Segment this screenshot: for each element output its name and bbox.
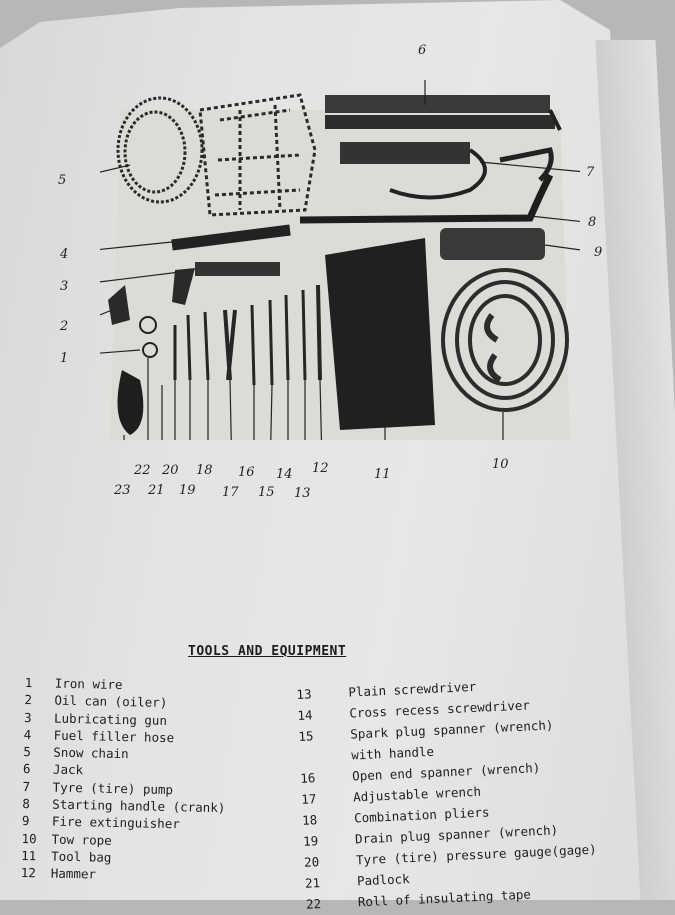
item-number: 12 (20, 865, 37, 881)
callout-20: 20 (162, 463, 179, 478)
callout-17: 17 (222, 485, 239, 500)
callout-23: 23 (114, 483, 131, 498)
item-number: 5 (23, 744, 32, 760)
callout-12: 12 (312, 461, 329, 476)
item-label: Fuel filler hose (53, 727, 175, 746)
item-number: 10 (21, 830, 37, 846)
item-label: Combination pliers (353, 804, 490, 826)
item-label: Lubricating gun (53, 710, 168, 728)
callout-6: 6 (418, 43, 427, 58)
callout-3: 3 (60, 279, 69, 294)
callout-18: 18 (196, 463, 213, 478)
item-label: Fire extinguisher (51, 813, 180, 832)
item-label: Adjustable wrench (352, 783, 482, 805)
item-number: 11 (21, 847, 37, 864)
callout-7: 7 (586, 165, 595, 180)
item-number: 16 (299, 770, 316, 786)
item-number: 14 (297, 707, 313, 723)
callout-9: 9 (594, 245, 603, 260)
fire-extinguisher (440, 228, 545, 260)
item-label: Jack (52, 762, 84, 778)
item-number: 7 (22, 778, 31, 794)
item-label: Roll of insulating tape (357, 886, 532, 910)
item-number: 21 (304, 875, 321, 891)
item-number: 15 (298, 728, 314, 744)
callout-1: 1 (60, 351, 69, 366)
tools-illustration (100, 80, 580, 440)
item-label: Open end spanner (wrench) (351, 760, 541, 784)
item-label: Cross recess screwdriver (349, 697, 531, 721)
item-label: Starting handle (crank) (52, 796, 226, 816)
callout-15: 15 (258, 485, 275, 500)
item-label: Iron wire (54, 675, 123, 693)
item-number (299, 745, 352, 768)
item-label: Tyre (tire) pump (52, 779, 174, 797)
section-heading: TOOLS AND EQUIPMENT (188, 644, 347, 659)
item-number: 19 (302, 833, 319, 849)
callout-4: 4 (60, 247, 69, 262)
item-number: 3 (23, 709, 32, 725)
callout-8: 8 (588, 215, 597, 230)
item-number: 6 (22, 761, 31, 777)
callout-10: 10 (492, 457, 509, 472)
item-number: 1 (24, 674, 33, 691)
item-number: 9 (21, 813, 30, 829)
callout-16: 16 (238, 465, 255, 480)
items-list-right (296, 671, 599, 915)
item-label: Plain screwdriver (348, 678, 477, 700)
callout-13: 13 (294, 486, 311, 501)
item-number: 18 (301, 812, 318, 828)
callout-22: 22 (134, 463, 151, 478)
item-number: 17 (300, 791, 317, 807)
item-label: Tow rope (51, 831, 112, 848)
tool-bag (325, 238, 435, 430)
item-number: 4 (23, 726, 32, 743)
item-label: Spark plug spanner (wrench) (349, 717, 554, 742)
callout-2: 2 (60, 319, 69, 334)
item-number: 22 (305, 896, 322, 912)
item-label: Padlock (356, 871, 410, 889)
callout-11: 11 (374, 467, 391, 482)
item-label: Drain plug spanner (wrench) (354, 822, 559, 847)
item-number: 20 (303, 854, 320, 870)
item-label: Oil can (oiler) (54, 692, 168, 711)
item-number: 13 (296, 686, 312, 702)
callout-5: 5 (58, 173, 67, 188)
item-label: Tyre (tire) pressure gauge(gage) (355, 841, 597, 868)
callout-19: 19 (179, 483, 196, 498)
callout-21: 21 (148, 483, 165, 498)
tools-photo (100, 80, 580, 440)
item-label: Hammer (50, 865, 97, 882)
callout-14: 14 (276, 467, 293, 482)
item-label: Snow chain (53, 744, 129, 762)
item-label: Tool bag (51, 848, 112, 865)
items-list-left (21, 674, 228, 886)
item-number: 2 (24, 692, 33, 708)
item-number: 8 (22, 796, 30, 812)
item-label: with handle (350, 743, 435, 763)
jack (325, 95, 560, 130)
